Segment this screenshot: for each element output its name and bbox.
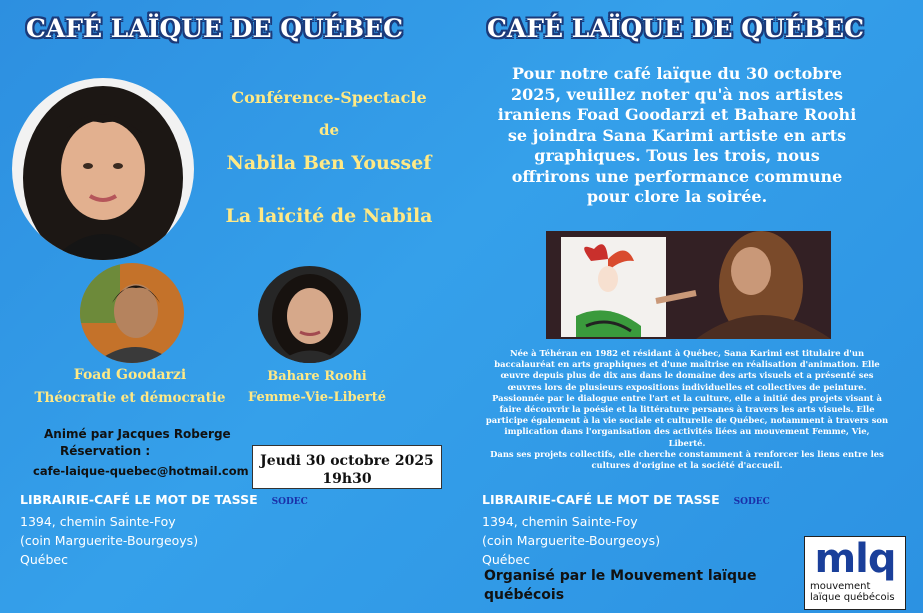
announcement-line: Pour notre café laïque du 30 octobre bbox=[511, 64, 843, 83]
logo-letters: mlq bbox=[814, 536, 896, 582]
organizer-line1: Organisé par le Mouvement laïque bbox=[484, 568, 757, 584]
bio-line: œuvre depuis plus de dix ans dans le domaine des arts visuels et a présenté ses bbox=[500, 370, 874, 381]
bio-line: faire découvrir la poésie et la littérature persanes à travers les arts visuels. Elle bbox=[499, 404, 875, 415]
organizer bbox=[484, 567, 756, 605]
bio-line: implication dans l'organisation des activités liées au mouvement Femme, Vie, bbox=[504, 426, 870, 437]
bio-line: Née à Téhéran en 1982 et résidant à Québec, Sana Karimi est titulaire d'un bbox=[509, 348, 865, 358]
announcement-line: offrirons une performance commune bbox=[511, 166, 843, 186]
bio-line: Dans ses projets collectifs, elle cherche constamment à renforcer les liens entre les bbox=[490, 448, 884, 459]
artist-bio bbox=[452, 348, 922, 471]
bio-line: œuvres lors de plusieurs expositions individuelles et collectives de peinture. bbox=[507, 381, 867, 392]
artist-painting-photo bbox=[546, 231, 831, 339]
artist1-photo bbox=[80, 263, 184, 363]
right-title: CAFÉ LAÏQUE DE QUÉBEC bbox=[487, 14, 864, 43]
artist1-topic: Théocratie et démocratie bbox=[34, 390, 226, 406]
artist2-topic: Femme-Vie-Liberté bbox=[247, 390, 387, 405]
left-title: CAFÉ LAÏQUE DE QUÉBEC bbox=[26, 14, 403, 43]
announcement-line: se joindra Sana Karimi artiste en arts bbox=[507, 125, 847, 145]
announcement-line: 2025, veuillez noter qu'à nos artistes bbox=[510, 84, 844, 104]
right-venue bbox=[482, 490, 802, 569]
artist2-photo bbox=[258, 266, 361, 363]
right-address2: (coin Marguerite-Bourgeoys) bbox=[482, 533, 661, 548]
left-sodec: SODEC bbox=[271, 497, 308, 507]
left-address1: 1394, chemin Sainte-Foy bbox=[20, 514, 176, 529]
bio-line: cultures d'origine et la société d'accueil. bbox=[591, 460, 783, 471]
host-text: Animé par Jacques Roberge bbox=[44, 427, 231, 441]
event-time: 19h30 bbox=[322, 471, 372, 487]
speaker-name: Nabila Ben Youssef bbox=[226, 152, 432, 174]
bio-line: participe également à la vie sociale et culturelle de Québec, notamment à travers son bbox=[485, 415, 889, 426]
event-type: Conférence-Spectacle bbox=[231, 88, 427, 107]
left-venue-name: LIBRAIRIE-CAFÉ LE MOT DE TASSE bbox=[20, 492, 258, 507]
right-sodec: SODEC bbox=[733, 497, 770, 507]
talk-title: La laïcité de Nabila bbox=[225, 205, 433, 227]
left-venue bbox=[20, 490, 440, 569]
email-link[interactable]: cafe-laique-quebec@hotmail.com bbox=[33, 464, 249, 478]
organizer-line2: québécois bbox=[484, 587, 565, 603]
speaker-photo bbox=[12, 78, 194, 260]
left-address2: (coin Marguerite-Bourgeoys) bbox=[20, 533, 199, 548]
announcement-line: iraniens Foad Goodarzi et Bahare Roohi bbox=[497, 105, 857, 124]
right-city: Québec bbox=[482, 552, 530, 567]
artist1-name: Foad Goodarzi bbox=[73, 367, 187, 383]
reservation-label: Réservation : bbox=[60, 444, 151, 458]
logo-line2: laïque québécois bbox=[810, 592, 895, 603]
announcement-line: graphiques. Tous les trois, nous bbox=[534, 146, 820, 165]
artist2-name: Bahare Roohi bbox=[267, 369, 367, 384]
bio-line: Passionnée par le dialogue entre l'art et la culture, elle a initié des projets visant à bbox=[492, 392, 882, 403]
bio-line: baccalauréat en arts graphiques et d'une maîtrise en réalisation d'animation. Elle bbox=[494, 359, 880, 370]
right-venue-name: LIBRAIRIE-CAFÉ LE MOT DE TASSE bbox=[482, 492, 720, 507]
bio-line: Liberté. bbox=[668, 437, 706, 448]
logo-line1: mouvement bbox=[810, 581, 871, 592]
announcement bbox=[462, 64, 892, 208]
right-address1: 1394, chemin Sainte-Foy bbox=[482, 514, 638, 529]
event-date: Jeudi 30 octobre 2025 bbox=[260, 453, 434, 469]
de-label: de bbox=[318, 121, 340, 139]
announcement-line: pour clore la soirée. bbox=[586, 187, 768, 206]
left-city: Québec bbox=[20, 552, 68, 567]
date-box bbox=[252, 445, 442, 489]
mlq-logo bbox=[804, 536, 906, 610]
